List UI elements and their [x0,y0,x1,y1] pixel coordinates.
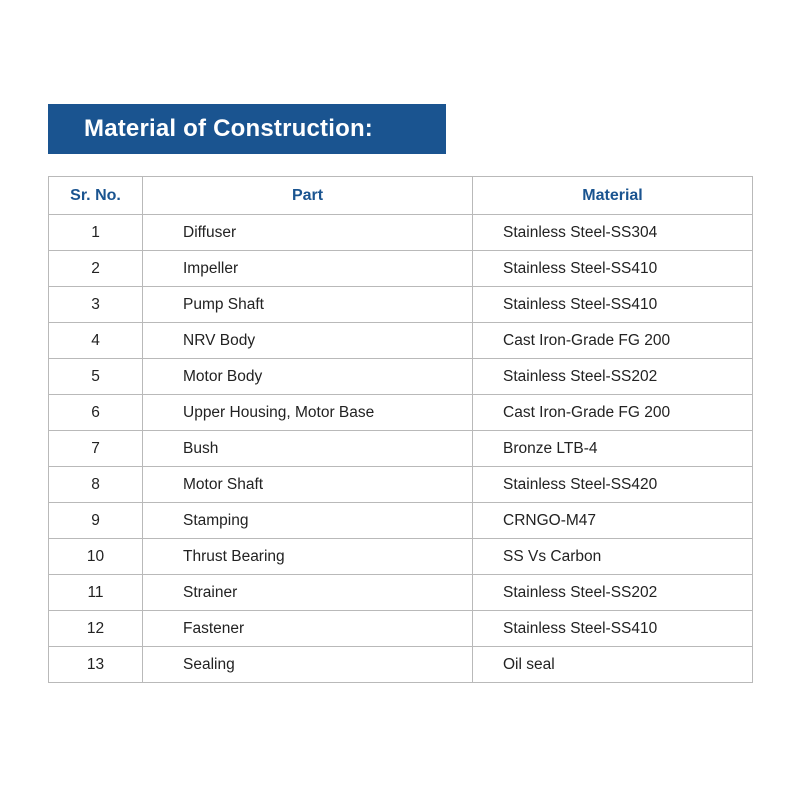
table-row [49,503,753,539]
cell-sr-no: 1 [49,215,143,251]
cell-part: Diffuser [143,215,473,251]
cell-material: Stainless Steel-SS410 [473,287,753,323]
cell-material: Cast Iron-Grade FG 200 [473,323,753,359]
cell-material: CRNGO-M47 [473,503,753,539]
cell-sr-no: 12 [49,611,143,647]
cell-material: Stainless Steel-SS202 [473,359,753,395]
table-row [49,215,753,251]
table-row [49,359,753,395]
cell-sr-no: 6 [49,395,143,431]
cell-part: Impeller [143,251,473,287]
cell-part: Bush [143,431,473,467]
cell-sr-no: 2 [49,251,143,287]
cell-material: Stainless Steel-SS410 [473,251,753,287]
table-row [49,251,753,287]
cell-sr-no: 3 [49,287,143,323]
cell-part: Thrust Bearing [143,539,473,575]
cell-sr-no: 13 [49,647,143,683]
table-header-row [49,177,753,215]
table-row [49,539,753,575]
cell-sr-no: 8 [49,467,143,503]
cell-material: Stainless Steel-SS410 [473,611,753,647]
cell-part: Pump Shaft [143,287,473,323]
table-row [49,575,753,611]
cell-part: Strainer [143,575,473,611]
table-row [49,323,753,359]
cell-part: Fastener [143,611,473,647]
cell-part: Upper Housing, Motor Base [143,395,473,431]
table-header [49,177,753,215]
column-header-part: Part [143,177,473,215]
cell-material: Oil seal [473,647,753,683]
table-row [49,287,753,323]
cell-material: SS Vs Carbon [473,539,753,575]
cell-sr-no: 9 [49,503,143,539]
cell-part: Sealing [143,647,473,683]
cell-part: Motor Shaft [143,467,473,503]
table-row [49,467,753,503]
cell-material: Cast Iron-Grade FG 200 [473,395,753,431]
section-title-banner [48,104,446,154]
table-row [49,611,753,647]
table-row [49,431,753,467]
cell-part: Stamping [143,503,473,539]
cell-part: NRV Body [143,323,473,359]
cell-sr-no: 10 [49,539,143,575]
cell-sr-no: 4 [49,323,143,359]
cell-sr-no: 7 [49,431,143,467]
cell-material: Stainless Steel-SS304 [473,215,753,251]
table-row [49,395,753,431]
table-body [49,215,753,683]
cell-sr-no: 5 [49,359,143,395]
cell-part: Motor Body [143,359,473,395]
cell-material: Stainless Steel-SS420 [473,467,753,503]
material-of-construction-table [48,176,753,683]
column-header-material: Material [473,177,753,215]
table-row [49,647,753,683]
cell-material: Stainless Steel-SS202 [473,575,753,611]
cell-material: Bronze LTB-4 [473,431,753,467]
page-title: Material of Construction: [84,115,374,142]
column-header-sr-no: Sr. No. [49,177,143,215]
cell-sr-no: 11 [49,575,143,611]
